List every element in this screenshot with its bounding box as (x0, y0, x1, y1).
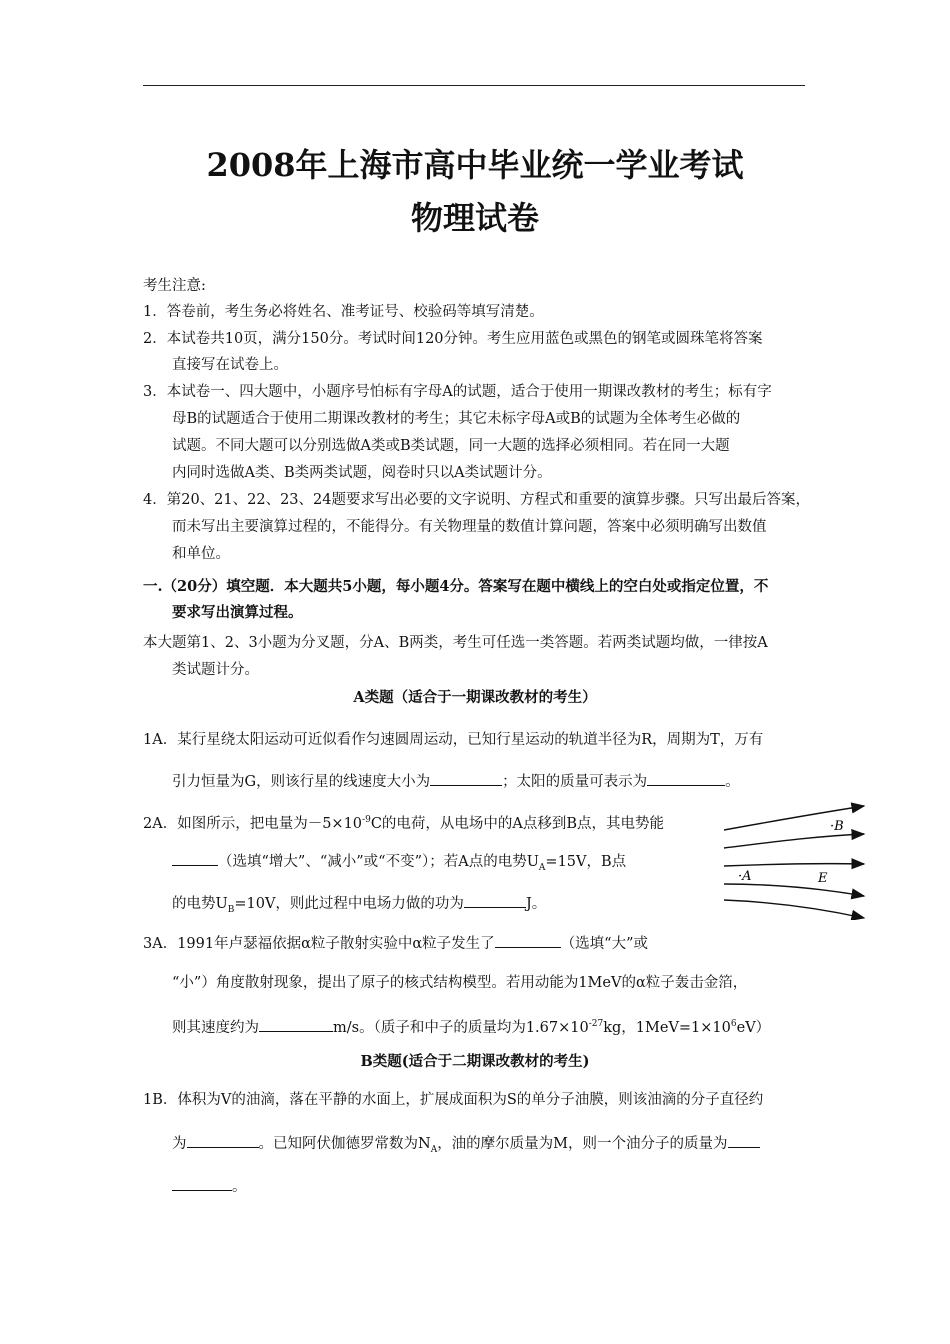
q1a-blank-2[interactable] (647, 770, 725, 786)
q1b-line1: 1B．体积为V的油滴，落在平静的水面上，扩展成面积为S的单分子油膜，则该油滴的分子直径约 (143, 1092, 764, 1108)
note-2: 2．本试卷共10页，满分150分。考试时间120分钟。考生应用蓝色或黑色的钢笔或圆珠笔将答案 (143, 331, 763, 347)
q2a-sub-b: B (227, 904, 235, 915)
field-line-4 (724, 884, 864, 896)
q1a-line2 (172, 770, 740, 792)
q2a-line3 (172, 892, 546, 920)
section-note-cont: 类试题计分。 (172, 662, 259, 678)
q2a-exponent: -9 (362, 815, 371, 825)
q3a-text-a: 3A．1991年卢瑟福依据α粒子散射实验中α粒子发生了 (143, 936, 495, 952)
field-line-2 (724, 834, 864, 848)
note-1: 1．答卷前，考生务必将姓名、准考证号、校验码等填写清楚。 (143, 304, 544, 320)
q1b-blank-1[interactable] (187, 1132, 259, 1148)
q1b-sub: A (430, 1144, 438, 1155)
q2a-text-c: （选填“增大”、“减小”或“不变”）；若A点的电势U (218, 854, 539, 870)
section-note: 本大题第1、2、3小题为分叉题，分A、B两类，考生可任选一类答题。若两类试题均做，一律按A (143, 635, 768, 651)
field-line-5 (724, 900, 864, 918)
note-3: 3．本试卷一、四大题中，小题序号怕标有字母A的试题，适合于使用一期课改教材的考生；标有字 (143, 384, 772, 400)
q2a-text-b: C的电荷，从电场中的A点移到B点，其电势能 (370, 815, 665, 832)
q3a-text-d: m/s。（质子和中子的质量均为1.67×10 (333, 1019, 589, 1036)
electric-field-figure (718, 800, 868, 920)
q1a-text-b: ；太阳的质量可表示为 (502, 774, 648, 790)
q2a-blank-1[interactable] (172, 850, 218, 866)
q1b-blank-2b[interactable] (172, 1175, 232, 1191)
q2a-text-a: 2A．如图所示，把电量为－5×10 (143, 815, 363, 832)
field-e-label: E (818, 871, 828, 886)
q3a-exponent-2: 6 (730, 1019, 737, 1029)
q1a-line1: 1A．某行星绕太阳运动可近似看作匀速圆周运动，已知行星运动的轨道半径为R，周期为T，万有 (143, 732, 764, 748)
q1b-text-a: 为 (172, 1136, 187, 1152)
q2a-text-g: J。 (525, 896, 547, 912)
q2a-line2 (172, 850, 626, 878)
q3a-text-e: kg，1MeV=1×10 (603, 1019, 731, 1036)
exam-subtitle: 物理试卷 (410, 199, 539, 237)
notice-heading: 考生注意: (143, 278, 206, 294)
q3a-blank-2[interactable] (259, 1016, 333, 1032)
q1a-blank-1[interactable] (430, 770, 502, 786)
q1b-text-b: 。已知阿伏伽德罗常数为N (258, 1136, 431, 1152)
q3a-line1 (143, 932, 648, 954)
q2a-blank-2[interactable] (464, 892, 526, 908)
note-3-cont-2: 试题。不同大题可以分别选做A类或B类试题，同一大题的选择必须相同。若在同一大题 (172, 438, 730, 454)
section1-heading-cont: 要求写出演算过程。 (172, 604, 303, 621)
q2a-sub-a: A (538, 862, 546, 873)
q3a-text-f: eV） (736, 1019, 771, 1036)
exam-title: 2008年上海市高中毕业统一学业考试 (206, 146, 744, 184)
note-4: 4．第20、21、22、23、24题要求写出必要的文字说明、方程式和重要的演算步骤。只写出最后答案， (143, 492, 810, 508)
category-b-heading: B类题(适合于二期课改教材的考生) (360, 1053, 590, 1070)
category-a-heading: A类题（适合于一期课改教材的考生） (353, 689, 597, 706)
q2a-text-d: =15V，B点 (545, 854, 627, 870)
q3a-exponent-1: -27 (588, 1019, 604, 1029)
q1b-line3 (172, 1175, 247, 1197)
field-line-3 (724, 864, 864, 866)
q1b-blank-2a[interactable] (728, 1132, 760, 1148)
point-b-label: ·B (830, 819, 844, 834)
q1b-line2 (172, 1132, 760, 1160)
q2a-line1 (143, 810, 664, 834)
note-3-cont-3: 内同时选做A类、B类两类试题，阅卷时只以A类试题计分。 (172, 465, 552, 481)
q1b-text-c: ，油的摩尔质量为M，则一个油分子的质量为 (437, 1136, 728, 1152)
note-4-cont-2: 和单位。 (172, 546, 230, 562)
q3a-text-b: （选填“大”或 (560, 936, 649, 952)
q3a-line2: “小”）角度散射现象，提出了原子的核式结构模型。若用动能为1MeV的α粒子轰击金箔， (172, 975, 748, 991)
q3a-blank-1[interactable] (495, 932, 561, 948)
q1a-text-c: 。 (725, 774, 740, 790)
section1-heading: 一.（20分）填空题．本大题共5小题，每小题4分。答案写在题中横线上的空白处或指定位置，不 (143, 578, 769, 595)
point-a-label: ·A (738, 869, 752, 884)
q3a-text-c: 则其速度约为 (172, 1019, 259, 1036)
q2a-text-f: =10V，则此过程中电场力做的功为 (234, 896, 464, 912)
note-4-cont-1: 而未写出主要演算过程的，不能得分。有关物理量的数值计算问题，答案中必须明确写出数值 (172, 519, 767, 535)
q1a-text-a: 引力恒量为G，则该行星的线速度大小为 (172, 774, 431, 790)
q1b-text-d: 。 (232, 1179, 247, 1195)
note-2-cont: 直接写在试卷上。 (172, 357, 288, 373)
note-3-cont-1: 母B的试题适合于使用二期课改教材的考生；其它未标字母A或B的试题为全体考生必做的 (172, 411, 741, 427)
q3a-line3 (172, 1014, 770, 1038)
top-rule (143, 85, 805, 86)
q2a-text-e: 的电势U (172, 896, 228, 912)
